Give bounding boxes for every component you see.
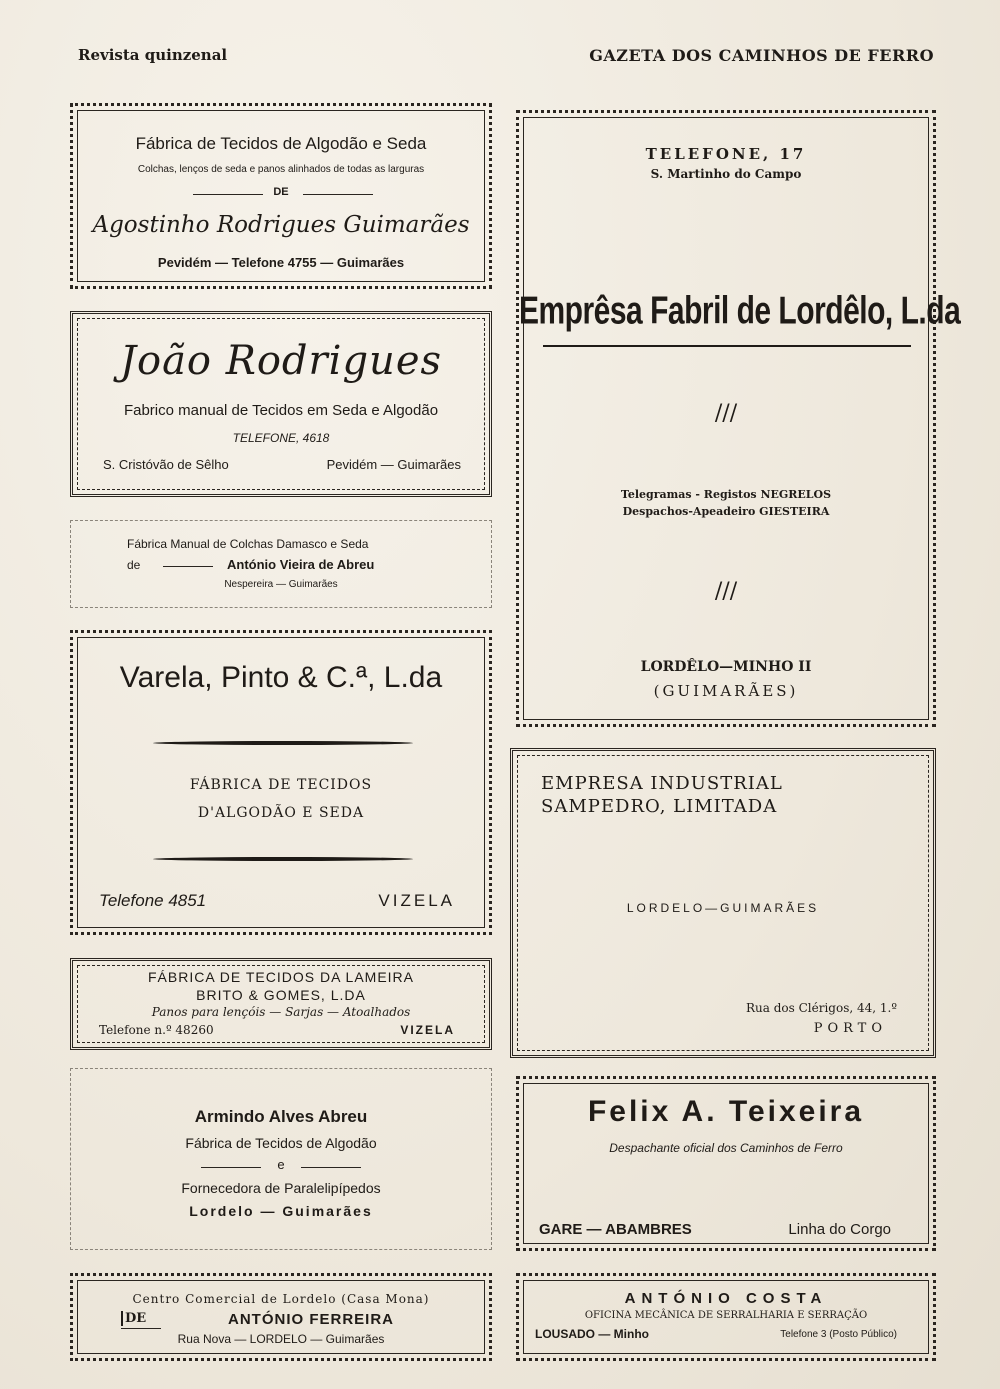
header-right: GAZETA DOS CAMINHOS DE FERRO (589, 46, 934, 65)
ad9-line1: EMPRESA INDUSTRIAL (541, 773, 783, 794)
ad4-line2: D'ALGODÃO E SEDA (197, 805, 365, 821)
ad8-city: LORDÊLO—MINHO II (640, 659, 812, 675)
ad5-line2: BRITO & GOMES, L.DA (196, 987, 366, 1003)
ad9-place: LORDELO—GUIMARÃES (626, 901, 820, 915)
ad7-name: ANTÓNIO FERREIRA (228, 1311, 394, 1328)
ad10-left: GARE — ABAMBRES (539, 1221, 692, 1238)
ad-felix-teixeira (516, 1076, 936, 1251)
ad6-place: Lordelo — Guimarães (189, 1203, 373, 1219)
header-left: Revista quinzenal (78, 46, 228, 64)
ad1-de: DE (273, 186, 289, 198)
ad7-line2: Rua Nova — LORDELO — Guimarães (177, 1332, 385, 1346)
ad9-line2: SAMPEDRO, LIMITADA (541, 796, 778, 817)
ad9-addr: Rua dos Clérigos, 44, 1.º (746, 1001, 897, 1015)
ad1-title: Fábrica de Tecidos de Algodão e Seda (135, 134, 427, 153)
ad6-line1: Fábrica de Tecidos de Algodão (185, 1135, 377, 1151)
ad8-place: S. Martinho do Campo (650, 167, 802, 181)
ad9-city: PORTO (813, 1021, 887, 1036)
ad6-line2: Fornecedora de Paralelipípedos (181, 1180, 381, 1196)
ad6-e: e (277, 1157, 285, 1172)
ad5-line1: FÁBRICA DE TECIDOS DA LAMEIRA (147, 969, 415, 985)
ad4-name: Varela, Pinto & C.ª, L.da (119, 661, 443, 694)
ad-varela-pinto (70, 630, 492, 935)
ad4-place: VIZELA (378, 891, 455, 910)
ad2-line1: Fabrico manual de Tecidos em Seda e Algodão (123, 402, 439, 419)
ad11-name: ANTÓNIO COSTA (624, 1290, 828, 1307)
ad7-line1: Centro Comercial de Lordelo (Casa Mona) (132, 1292, 430, 1306)
ad-empresa-fabril-lordelo (516, 110, 961, 727)
ad10-name: Felix A. Teixeira (587, 1095, 865, 1128)
ad2-right: Pevidém — Guimarães (326, 457, 461, 472)
ad5-place: VIZELA (400, 1023, 455, 1037)
ad2-left: S. Cristóvão de Sêlho (103, 457, 229, 472)
ad-joao-rodrigues (70, 311, 492, 497)
ad8-tele: Telegramas - Registos NEGRELOS (620, 488, 832, 501)
ad2-name: João Rodrigues (119, 338, 443, 384)
ad8-region: (GUIMARÃES) (653, 682, 799, 700)
ad3-name: António Vieira de Abreu (227, 557, 375, 572)
ad11-place: LOUSADO — Minho (535, 1327, 649, 1341)
ad5-line3: Panos para lençóis — Sarjas — Atoalhados (151, 1005, 411, 1019)
ad3-place: Nespereira — Guimarães (224, 579, 338, 590)
ad8-mark2: /// (714, 579, 738, 604)
ad8-mark1: /// (714, 401, 738, 426)
ad-empresa-sampedro (510, 748, 936, 1058)
ad-antonio-vieira (70, 520, 492, 608)
ad-lameira (70, 958, 492, 1050)
ad2-phone: TELEFONE, 4618 (232, 431, 330, 445)
ad3-de: de (127, 558, 141, 572)
ad1-subtitle: Colchas, lenços de seda e panos alinhados de todas as larguras (137, 164, 425, 175)
ad5-phone: Telefone n.º 48260 (99, 1023, 214, 1037)
ad4-swash-top (153, 741, 413, 745)
ad10-right: Linha do Corgo (788, 1221, 891, 1238)
ad-antonio-ferreira (70, 1273, 492, 1361)
ad3-line1: Fábrica Manual de Colchas Damasco e Seda (127, 537, 369, 551)
ad-antonio-costa (516, 1273, 936, 1361)
ad11-phone: Telefone 3 (Posto Público) (780, 1329, 897, 1340)
ad-armindo-alves (70, 1068, 492, 1250)
ad8-name: Emprêsa Fabril de Lordêlo, L.da (519, 289, 961, 333)
ad8-phone: TELEFONE, 17 (645, 145, 807, 163)
ad-agostinho-rodrigues (70, 103, 492, 289)
ad10-line1: Despachante oficial dos Caminhos de Ferro (609, 1141, 843, 1155)
ad7-de: DE (121, 1311, 146, 1326)
ad4-phone: Telefone 4851 (99, 891, 207, 910)
ad1-name: Agostinho Rodrigues Guimarães (92, 212, 470, 238)
ad4-swash-bottom (153, 857, 413, 861)
ad1-footer: Pevidém — Telefone 4755 — Guimarães (157, 255, 405, 270)
ad4-line1: FÁBRICA DE TECIDOS (189, 777, 373, 793)
ad6-name: Armindo Alves Abreu (194, 1107, 368, 1126)
ad8-desp: Despachos-Apeadeiro GIESTEIRA (622, 505, 830, 518)
ad11-line1: OFICINA MECÂNICA DE SERRALHARIA E SERRAÇÃO (584, 1310, 868, 1321)
